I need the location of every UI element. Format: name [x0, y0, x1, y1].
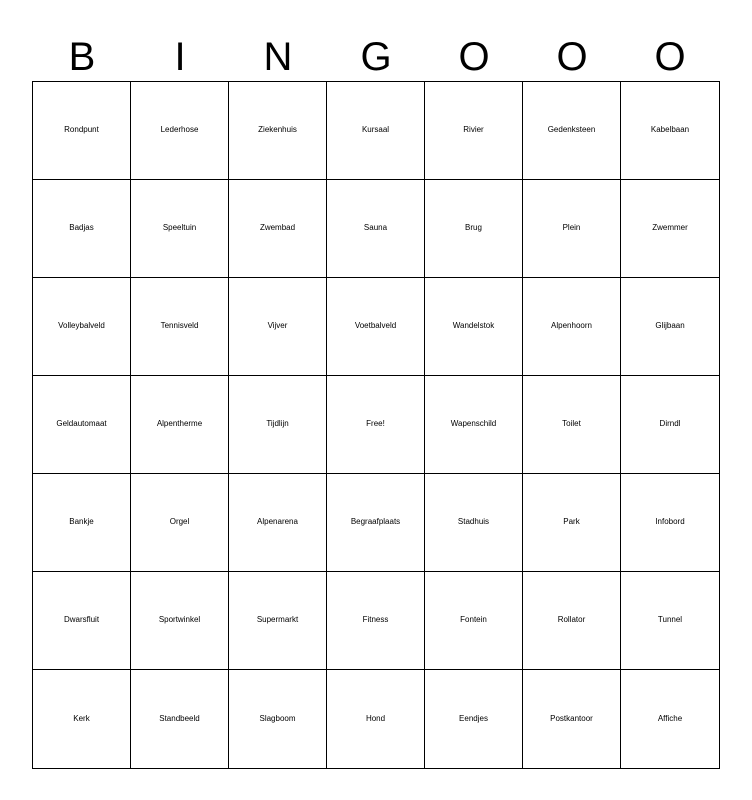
bingo-cell: Hond: [327, 670, 425, 768]
bingo-cell: Voetbalveld: [327, 278, 425, 376]
bingo-cell: Orgel: [131, 474, 229, 572]
bingo-cell: Rondpunt: [33, 82, 131, 180]
bingo-cell: Sauna: [327, 180, 425, 278]
header-letter-i: I: [174, 35, 186, 79]
bingo-cell: Rivier: [425, 82, 523, 180]
bingo-cell: Fontein: [425, 572, 523, 670]
header-letter-o-1: O: [458, 35, 490, 79]
bingo-cell: Tijdlijn: [229, 376, 327, 474]
bingo-cell: Rollator: [523, 572, 621, 670]
bingo-cell: Alpenarena: [229, 474, 327, 572]
bingo-cell: Tunnel: [621, 572, 719, 670]
header-letter-n: N: [263, 35, 293, 79]
bingo-cell: Supermarkt: [229, 572, 327, 670]
bingo-cell: Alpentherme: [131, 376, 229, 474]
bingo-cell: Kursaal: [327, 82, 425, 180]
bingo-cell: Wandelstok: [425, 278, 523, 376]
header-letter-o-3: O: [654, 35, 686, 79]
bingo-cell: Geldautomaat: [33, 376, 131, 474]
bingo-cell: Bankje: [33, 474, 131, 572]
bingo-cell: Plein: [523, 180, 621, 278]
bingo-cell: Speeltuin: [131, 180, 229, 278]
header-letter-g: G: [360, 35, 392, 79]
bingo-cell: Eendjes: [425, 670, 523, 768]
bingo-cell: Wapenschild: [425, 376, 523, 474]
bingo-cell: Vijver: [229, 278, 327, 376]
bingo-cell: Tennisveld: [131, 278, 229, 376]
bingo-cell: Slagboom: [229, 670, 327, 768]
bingo-cell: Kerk: [33, 670, 131, 768]
bingo-cell: Ziekenhuis: [229, 82, 327, 180]
bingo-cell: Alpenhoorn: [523, 278, 621, 376]
bingo-cell: Zwemmer: [621, 180, 719, 278]
bingo-cell: Sportwinkel: [131, 572, 229, 670]
bingo-cell: Glijbaan: [621, 278, 719, 376]
bingo-cell: Begraafplaats: [327, 474, 425, 572]
bingo-cell: Zwembad: [229, 180, 327, 278]
bingo-board: [32, 81, 720, 769]
bingo-cell: Dwarsfluit: [33, 572, 131, 670]
bingo-cell: Badjas: [33, 180, 131, 278]
bingo-cell: Brug: [425, 180, 523, 278]
free-space-cell: Free!: [327, 376, 425, 474]
bingo-cell: Fitness: [327, 572, 425, 670]
header-letter-b: B: [68, 35, 96, 79]
bingo-cell: Affiche: [657, 713, 683, 723]
bingo-cell: Standbeeld: [131, 670, 229, 768]
bingo-cell: Postkantoor: [523, 670, 621, 768]
bingo-cell: Toilet: [523, 376, 621, 474]
header-letter-o-2: O: [556, 35, 588, 79]
bingo-cell: Volleybalveld: [33, 278, 131, 376]
bingo-cell: Kabelbaan: [621, 82, 719, 180]
bingo-cell: Gedenksteen: [523, 82, 621, 180]
bingo-cell: Dirndl: [621, 376, 719, 474]
bingo-cell: Infobord: [621, 474, 719, 572]
bingo-header: [33, 34, 719, 80]
bingo-cell: Park: [523, 474, 621, 572]
bingo-cell: Stadhuis: [425, 474, 523, 572]
bingo-cell: Lederhose: [131, 82, 229, 180]
